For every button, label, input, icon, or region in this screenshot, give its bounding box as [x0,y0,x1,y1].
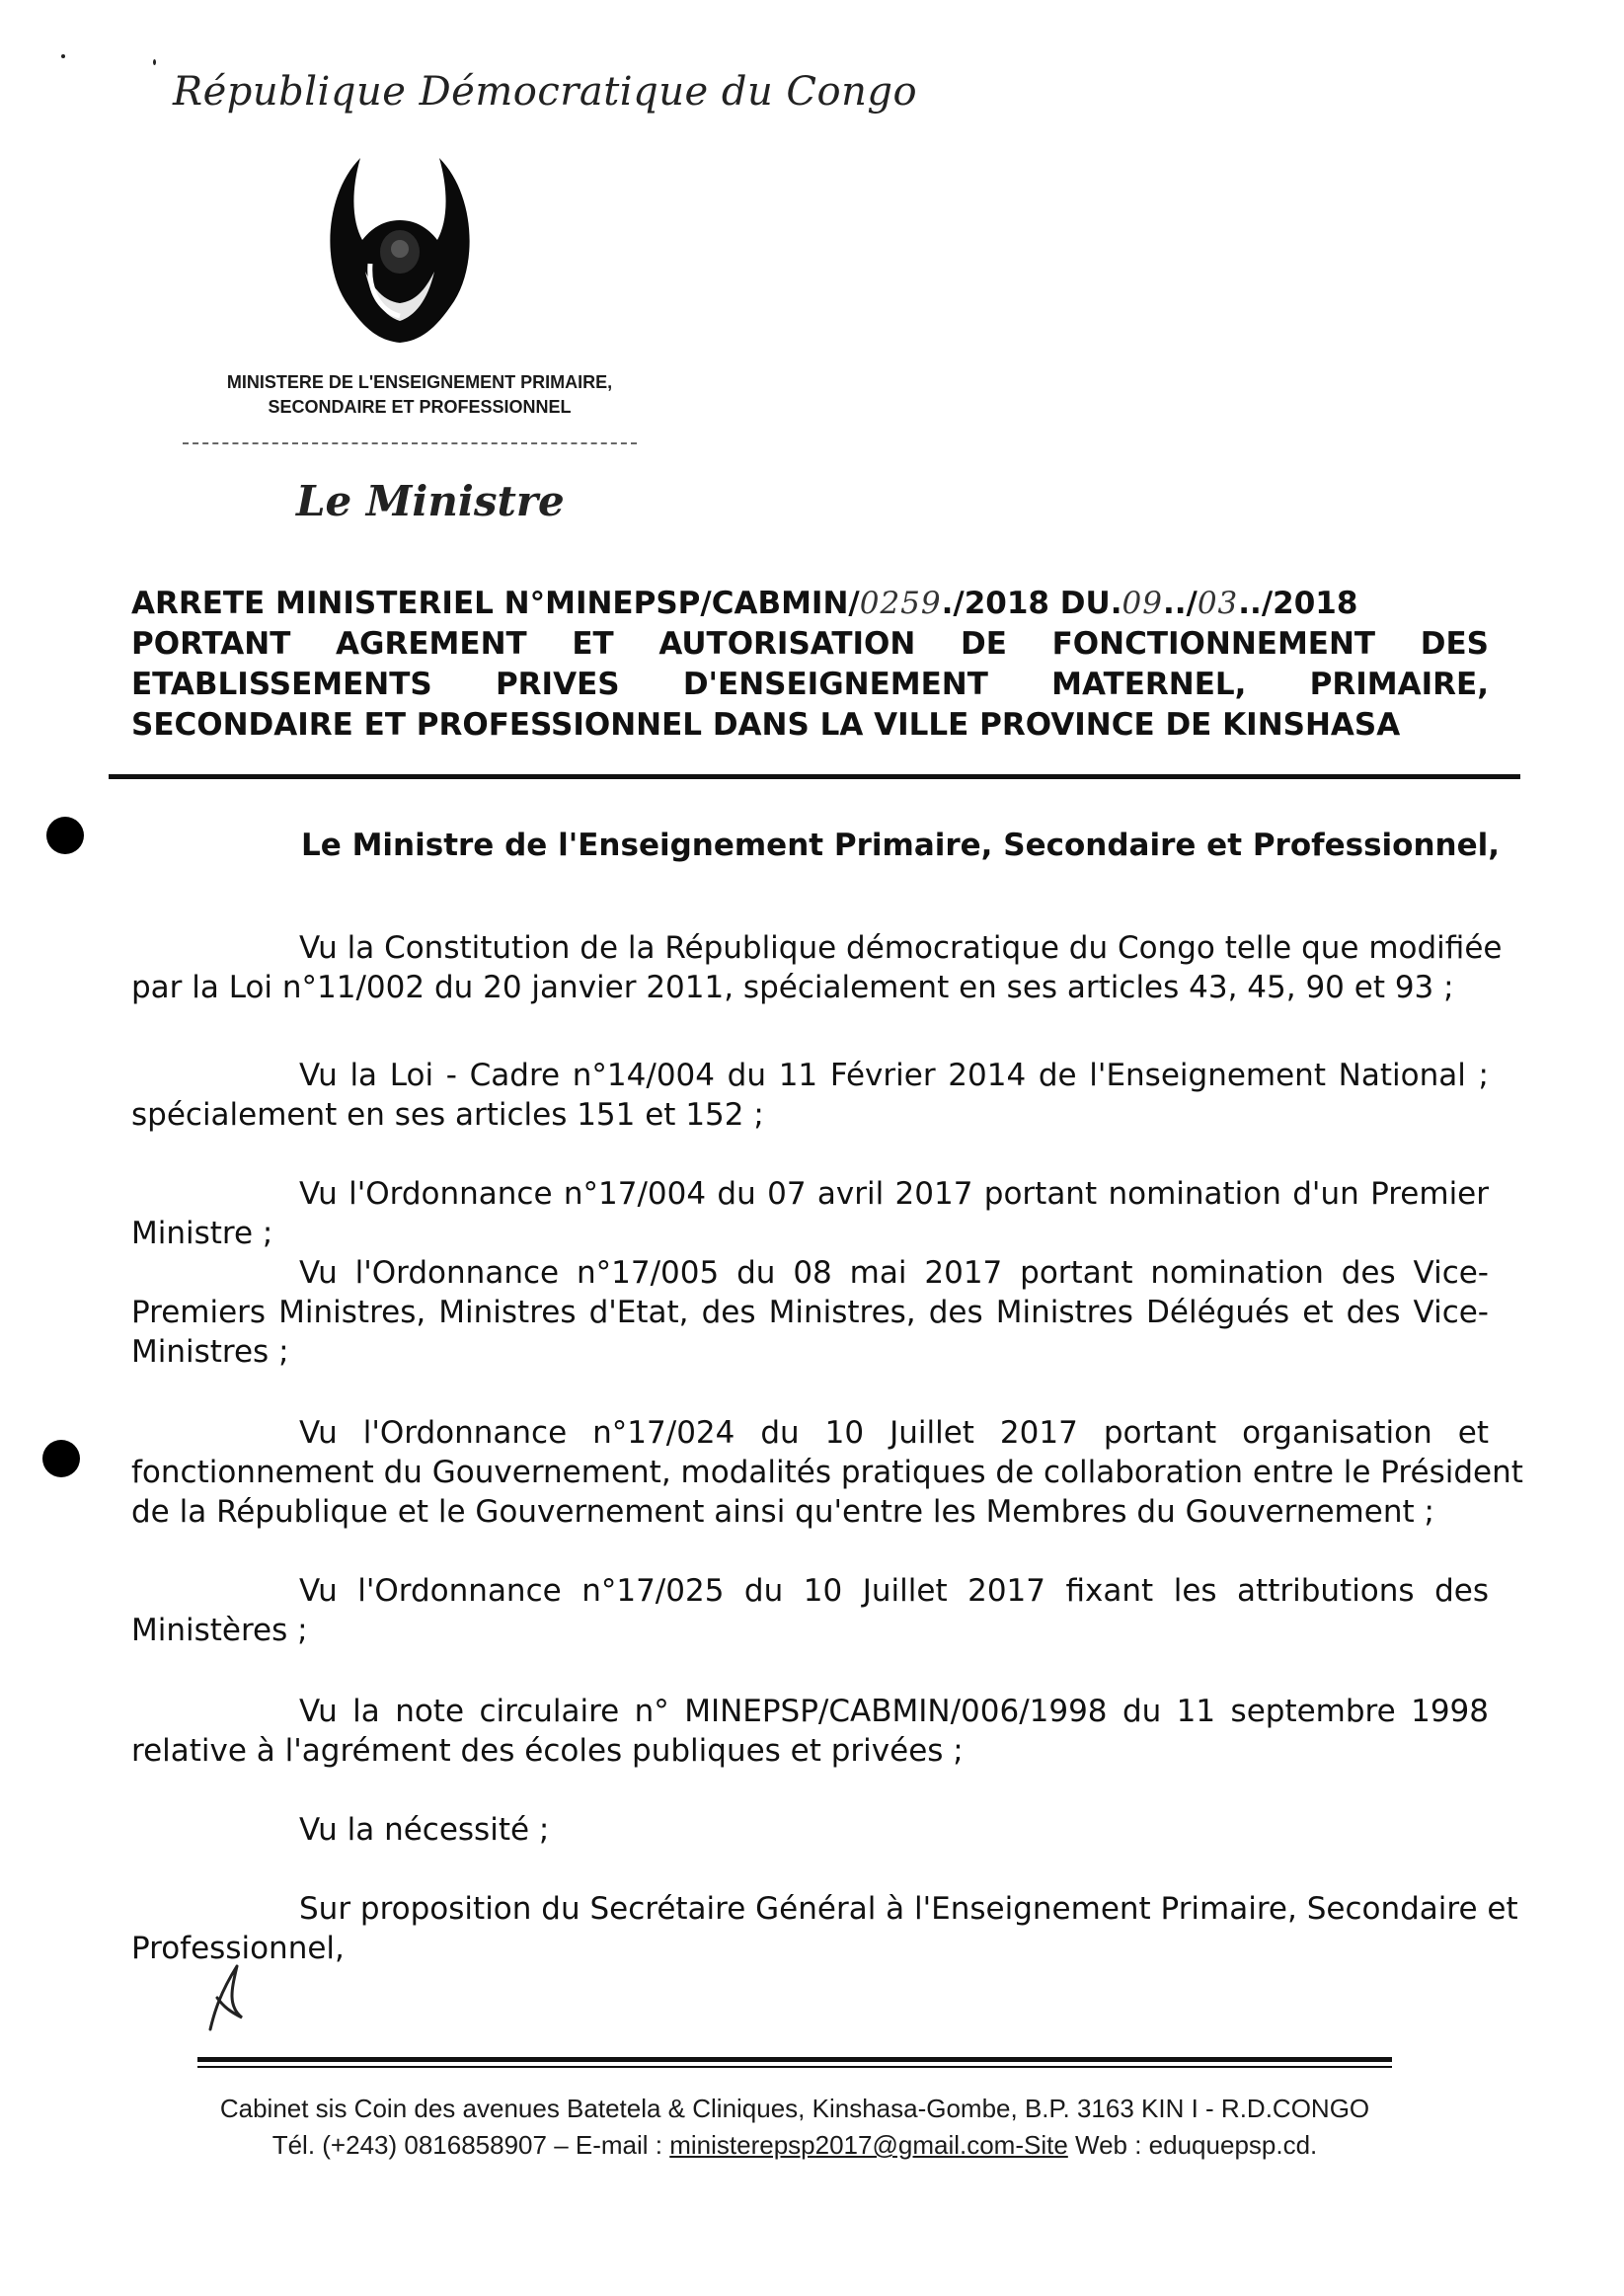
arrete-number-line [131,584,1489,624]
paragraph-constitution [131,928,1503,1007]
paragraph-line: Premiers Ministres, Ministres d'Etat, des Ministres, des Ministres Délégués et des Vice- [131,1295,1489,1330]
paragraph-ordonnance-005 [131,1253,1489,1372]
arrete-heading [131,584,1489,746]
ministry-name [188,370,652,420]
paragraph-loi-cadre [131,1056,1489,1135]
arrete-year-du: ./2018 DU. [941,586,1122,621]
paragraph-necessite [131,1810,1489,1850]
ministry-line-1: MINISTERE DE L'ENSEIGNEMENT PRIMAIRE, [226,372,613,392]
paragraph-line: spécialement en ses articles 151 et 152 ; [131,1097,764,1133]
footer-email-link[interactable]: ministerepsp2017@gmail.com-Site [669,2130,1068,2160]
punch-hole-mark [46,817,84,854]
paragraph-ordonnance-004 [131,1174,1489,1253]
footer-rule [197,2057,1392,2062]
signatory-title: Le Ministre [296,477,565,525]
paragraph-line: Vu l'Ordonnance n°17/025 du 10 Juillet 2017 fixant les attributions des [299,1573,1489,1609]
minister-title: Le Ministre de l'Enseignement Primaire, Secondaire et Professionnel, [301,828,1501,863]
handwritten-month: 03 [1197,586,1239,621]
paragraph-line: de la République et le Gouvernement ainsi qu'entre les Membres du Gouvernement ; [131,1494,1434,1530]
arrete-line-4: SECONDAIRE ET PROFESSIONNEL DANS LA VILLE PROVINCE DE KINSHASA [131,707,1401,743]
coat-of-arms-emblem-icon [321,153,479,346]
paragraph-ordonnance-024 [131,1413,1523,1532]
arrete-line-2: PORTANT AGREMENT ET AUTORISATION DE FONCTIONNEMENT DES [131,626,1489,662]
paraphe-signature [202,1958,252,2032]
paragraph-line: Vu l'Ordonnance n°17/004 du 07 avril 2017 portant nomination d'un Premier [299,1176,1489,1212]
footer-contact [158,2127,1431,2164]
letterhead-divider [183,442,637,446]
arrete-prefix: ARRETE MINISTERIEL N°MINEPSP/CABMIN/ [131,586,860,621]
paragraph-note-circulaire [131,1692,1489,1771]
handwritten-day: 09 [1121,586,1163,621]
paragraph-line: Vu la note circulaire n° MINEPSP/CABMIN/006/1998 du 11 septembre 1998 [299,1694,1489,1729]
arrete-sep: ../ [1162,586,1198,621]
handwritten-number: 0259 [859,586,942,621]
paragraph-ordonnance-025 [131,1571,1489,1650]
paragraph-line: Ministres ; [131,1334,289,1370]
paragraph-line: Vu la Loi - Cadre n°14/004 du 11 Février 2014 de l'Enseignement National ; [299,1058,1489,1093]
punch-hole-mark [42,1440,80,1477]
footer [158,2091,1431,2164]
paragraph-line: par la Loi n°11/002 du 20 janvier 2011, spécialement en ses articles 43, 45, 90 et 93 ; [131,970,1454,1005]
paragraph-line: relative à l'agrément des écoles publiques et privées ; [131,1733,964,1769]
footer-web: Web : eduquepsp.cd. [1067,2130,1318,2160]
paragraph-line: fonctionnement du Gouvernement, modalités pratiques de collaboration entre le Président [131,1455,1523,1490]
paragraph-line: Sur proposition du Secrétaire Général à l'Enseignement Primaire, Secondaire et [299,1891,1518,1927]
paragraph-proposition [131,1889,1518,1968]
arrete-year-end: ../2018 [1238,586,1358,621]
scan-speck [153,59,156,65]
republic-heading: République Démocratique du Congo [173,69,918,115]
footer-address: Cabinet sis Coin des avenues Batetela & Cliniques, Kinshasa-Gombe, B.P. 3163 KIN I - R.D.CONGO [219,2094,1370,2123]
footer-rule-thin [197,2066,1392,2068]
arrete-line-3: ETABLISSEMENTS PRIVES D'ENSEIGNEMENT MATERNEL, PRIMAIRE, [131,667,1489,702]
paragraph-line: Ministères ; [131,1613,308,1648]
scan-speck [61,54,65,58]
paragraph-line: Vu la nécessité ; [299,1812,550,1848]
paragraph-line: Ministre ; [131,1216,273,1251]
footer-tel: Tél. (+243) 0816858907 – E-mail : [271,2130,670,2160]
paragraph-line: Professionnel, [131,1931,345,1966]
paragraph-line: Vu la Constitution de la République démocratique du Congo telle que modifiée [299,930,1503,966]
paragraph-line: Vu l'Ordonnance n°17/005 du 08 mai 2017 portant nomination des Vice- [299,1255,1489,1291]
paragraph-line: Vu l'Ordonnance n°17/024 du 10 Juillet 2017 portant organisation et [299,1415,1489,1451]
ministry-line-2: SECONDAIRE ET PROFESSIONNEL [268,397,572,417]
heading-rule [109,774,1520,779]
